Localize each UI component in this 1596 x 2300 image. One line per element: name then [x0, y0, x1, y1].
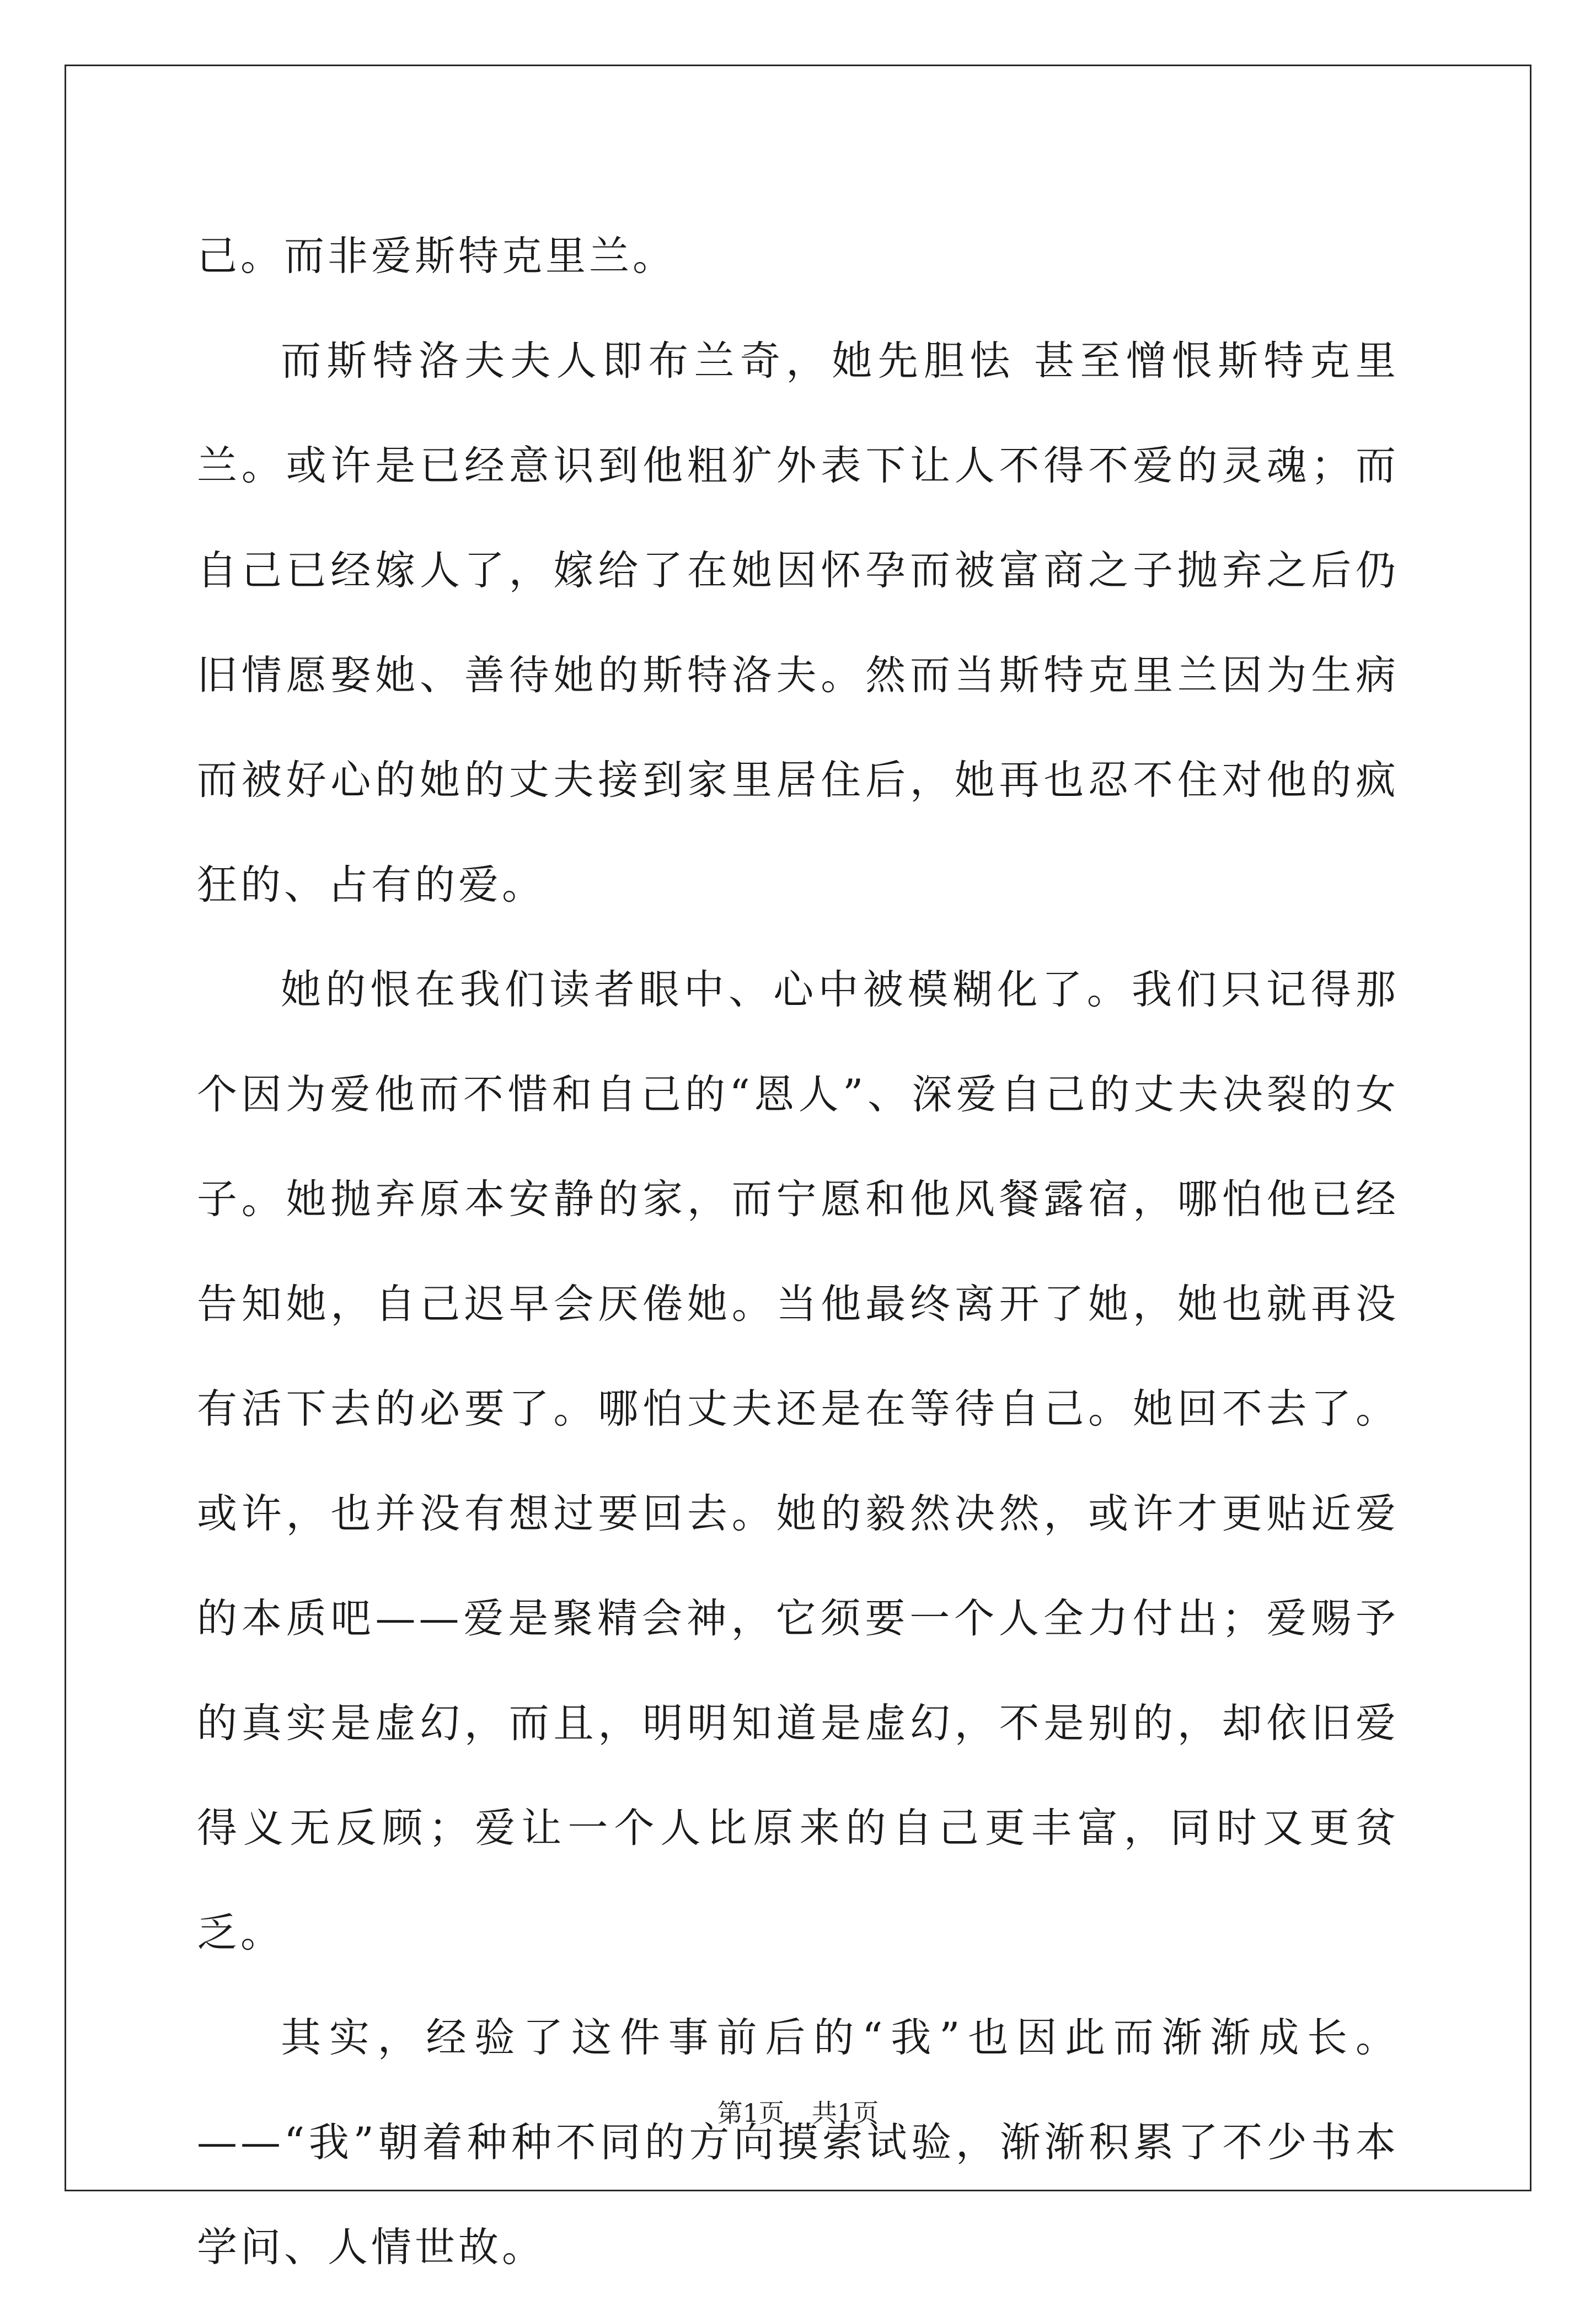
- paragraph-4: 其实，经验了这件事前后的“我”也因此而渐渐成长。——“我”朝着种种不同的方向摸索试验，渐渐积累了不少书本学问、人情世故。: [197, 2014, 1399, 2271]
- document-body: [197, 204, 1399, 2300]
- paragraph-2: 而斯特洛夫夫人即布兰奇，她先胆怯 甚至憎恨斯特克里兰。或许是已经意识到他粗犷外表下让人不得不爱的灵魂；而自己已经嫁人了，嫁给了在她因怀孕而被富商之子抛弃之后仍旧情愿娶她、善待她的斯特洛夫。然而当斯特克里兰因为生病而被好心的她的丈夫接到家里居住后，她再也忍不住对他的疯狂的、占有的爱。: [197, 338, 1399, 908]
- page-total: 共1页: [812, 2098, 879, 2128]
- page-number: 第1页: [717, 2098, 784, 2128]
- paragraph-3: 她的恨在我们读者眼中、心中被模糊化了。我们只记得那个因为爱他而不惜和自己的“恩人”、深爱自己的丈夫决裂的女子。她抛弃原本安静的家，而宁愿和他风餐露宿，哪怕他已经告知她，自己迟早会厌倦她。当他最终离开了她，她也就再没有活下去的必要了。哪怕丈夫还是在等待自己。她回不去了。或许，也并没有想过要回去。她的毅然决然，或许才更贴近爱的本质吧——爱是聚精会神，它须要一个人全力付出；爱赐予的真实是虚幻，而且，明明知道是虚幻，不是别的，却依旧爱得义无反顾；爱让一个人比原来的自己更丰富，同时又更贫乏。: [197, 966, 1399, 1956]
- paragraph-1: 己。而非爱斯特克里兰。: [197, 233, 676, 280]
- page-footer: [0, 2093, 1596, 2130]
